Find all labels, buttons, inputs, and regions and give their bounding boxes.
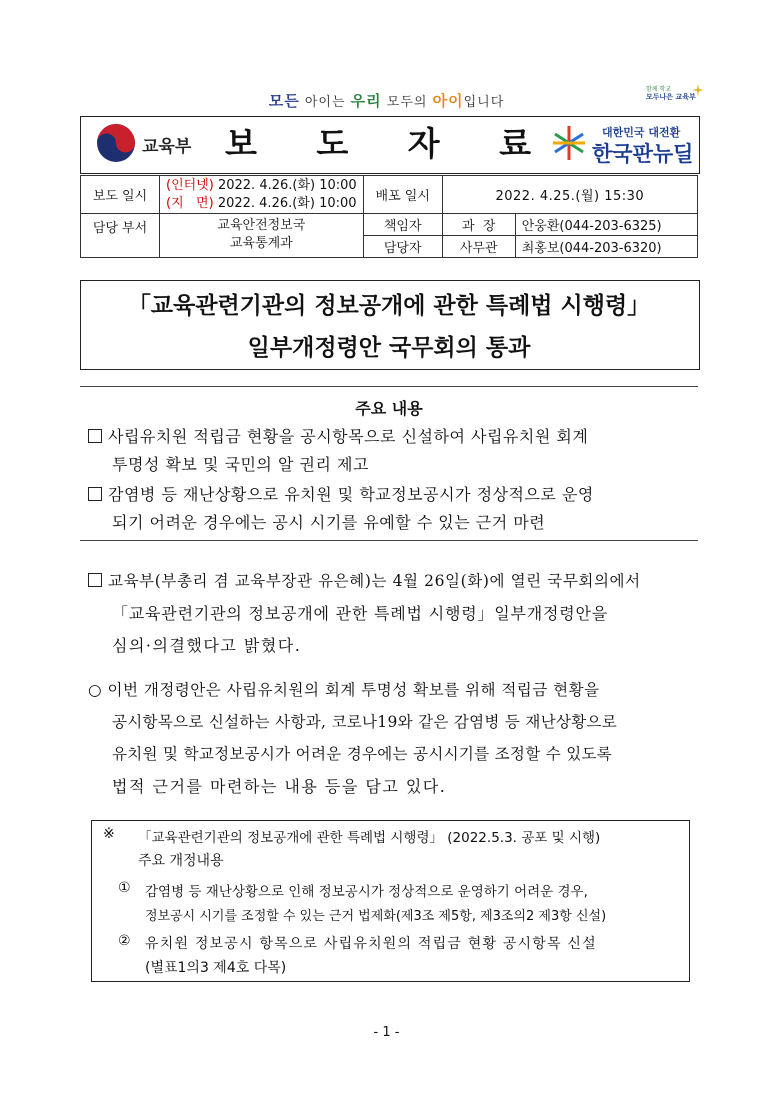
note-item-number: ② (118, 933, 131, 949)
moe-slogan-logo: 함께 학교 모두나은 교육부 (646, 86, 706, 110)
body-paragraph-1-line: 심의·의결했다고 밝혔다. (112, 636, 302, 655)
divider (80, 386, 698, 387)
note-item-cont: (별표1의3 제4호 다목) (145, 960, 287, 976)
circle-bullet: ○ (88, 681, 103, 699)
note-item-number: ① (118, 880, 131, 896)
note-title: 「교육관련기관의 정보공개에 관한 특례법 시행령」 (2022.5.3. 공포 및 시행) (138, 830, 601, 846)
checkbox-square-icon (88, 429, 102, 443)
summary-item: 감염병 등 재난상황으로 유치원 및 학교정보공시가 정상적으로 운영 (88, 482, 594, 505)
responsible-title: 과 장 (442, 214, 515, 236)
body-paragraph-2-line: 법적 근거를 마련하는 내용 등을 담고 있다. (112, 777, 447, 796)
contact-value: 최홍보(044-203-6320) (515, 236, 697, 258)
sparkle-icon (692, 84, 704, 96)
note-mark: ※ (103, 826, 115, 842)
page-number: - 1 - (373, 1025, 400, 1040)
note-item: 감염병 등 재난상황으로 인해 정보공시가 정상적으로 운영하기 어려운 경우, (145, 884, 588, 900)
checkbox-square-icon (88, 573, 102, 587)
checkbox-square-icon (88, 487, 102, 501)
slogan: 모든 아이는 우리 모두의 아이입니다 (268, 92, 505, 110)
body-paragraph-2: ○ 이번 개정령안은 사립유치원의 회계 투명성 확보를 위해 적립금 현황을 (88, 681, 600, 699)
responsible-label: 책임자 (363, 214, 442, 236)
headline-line1: 「교육관련기관의 정보공개에 관한 특례법 시행령」 (127, 293, 651, 319)
distribution-value: 2022. 4.25.(월) 15:30 (442, 176, 697, 214)
dept-value: 교육안전정보국 교육통계과 (160, 214, 364, 258)
body-paragraph-2-line: 공시항목으로 신설하는 사항과, 코로나19와 같은 감염병 등 재난상황으로 (112, 713, 618, 731)
summary-item: 사립유치원 적립금 현황을 공시항목으로 신설하여 사립유치원 회계 (88, 424, 588, 447)
note-item: 유치원 정보공시 항목으로 사립유치원의 적립금 현황 공시항목 신설 (145, 936, 597, 952)
divider (80, 540, 698, 541)
newdeal-logo: 대한민국 대전환 한국판뉴딜 (552, 120, 697, 168)
distribution-label: 배포 일시 (363, 176, 442, 214)
summary-title: 주요 내용 (355, 399, 423, 418)
body-paragraph-1: 교육부(부총리 겸 교육부장관 유은혜)는 4월 26일(화)에 열린 국무회의에서 (88, 569, 641, 591)
newdeal-star-icon (552, 124, 586, 162)
note-subtitle: 주요 개정내용 (138, 853, 224, 869)
summary-item-cont: 되기 어려운 경우에는 공시 시기를 유예할 수 있는 근거 마련 (112, 513, 546, 532)
summary-item-cont: 투명성 확보 및 국민의 알 권리 제고 (112, 455, 369, 474)
ministry-logo: 교육부 (95, 122, 205, 166)
dept-label: 담당 부서 (81, 214, 160, 258)
headline-line2: 일부개정령안 국무회의 통과 (247, 335, 531, 361)
body-paragraph-2-line: 유치원 및 학교정보공시가 어려운 경우에는 공시시기를 조정할 수 있도록 (112, 745, 613, 763)
body-paragraph-1-line: 「교육관련기관의 정보공개에 관한 특례법 시행령」일부개정령안을 (112, 604, 609, 623)
release-date-label: 보도 일시 (81, 176, 160, 214)
page-title: 보 도 자 료 (225, 124, 555, 163)
release-info-table (80, 175, 698, 258)
responsible-value: 안웅환(044-203-6325) (515, 214, 697, 236)
note-item-cont: 정보공시 시기를 조정할 수 있는 근거 법제화(제3조 제5항, 제3조의2 제3항 신설) (145, 909, 607, 924)
contact-label: 담당자 (363, 236, 442, 258)
release-dates: (인터넷) 2022. 4.26.(화) 10:00 (지 면) 2022. 4.26.(화) 10:00 (160, 176, 364, 214)
contact-title: 사무관 (442, 236, 515, 258)
taegeuk-emblem-icon (95, 122, 137, 164)
